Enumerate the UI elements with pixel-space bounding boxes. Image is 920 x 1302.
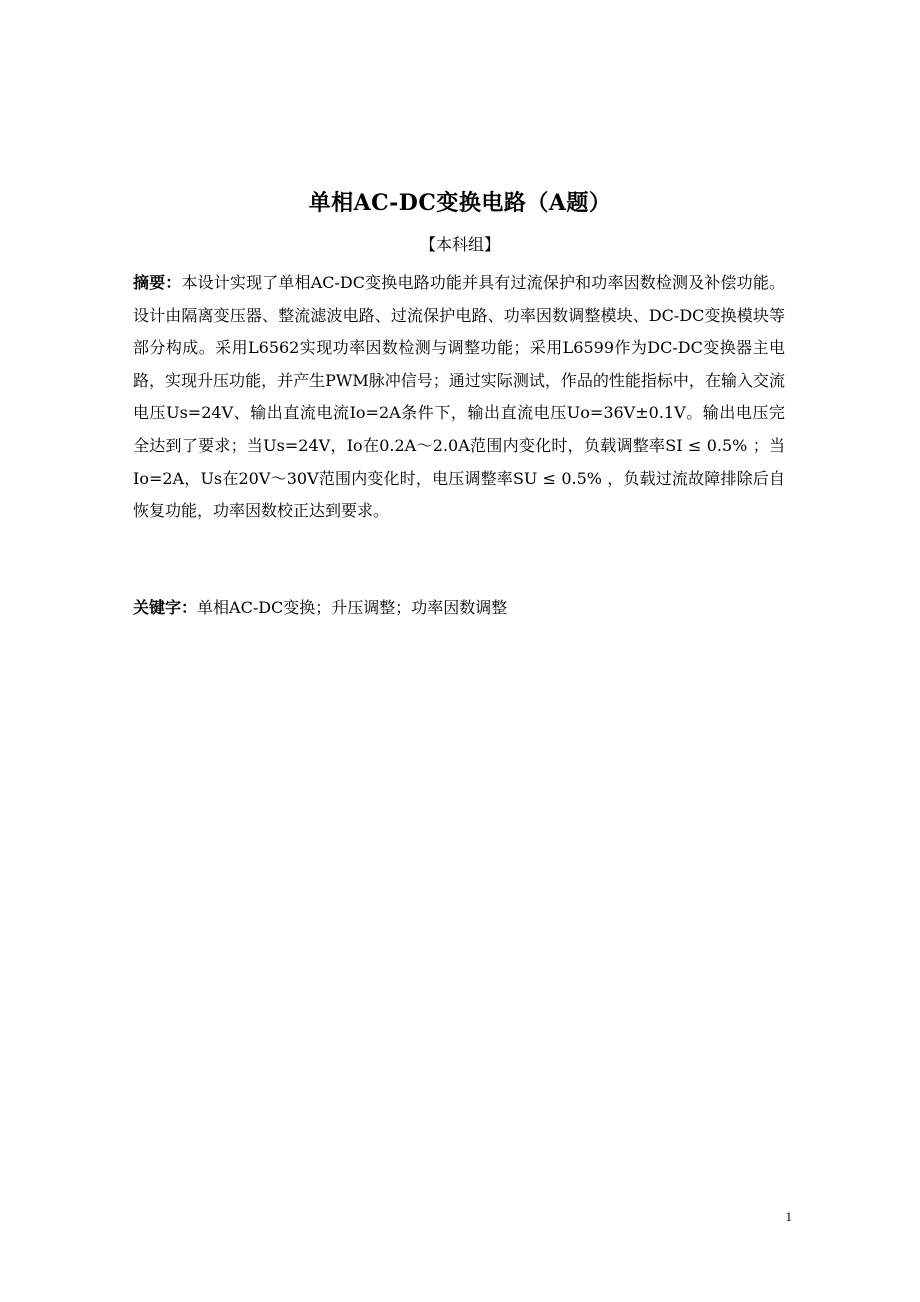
page-number: 1 (785, 1209, 792, 1224)
abstract-text: 本设计实现了单相AC-DC变换电路功能并具有过流保护和功率因数检测及补偿功能。设计由隔离变压器、整流滤波电路、过流保护电路、功率因数调整模块、DC-DC变换模块等部分构成。采用L6562实现功率因数检测与调整功能；采用L6599作为DC-DC变换器主电路，实现升压功能，并产生PWM脉冲信号；通过实际测试，作品的性能指标中，在输入交流电压Us=24V、输出直流电流Io=2A条件下，输出直流电压Uo=36V±0.1V。输出电压完全达到了要求；当Us=24V，Io在0.2A～2.0A范围内变化时，负载调整率SI ≤ 0.5% ；当Io=2A，Us在20V～30V范围内变化时，电压调整率SU ≤ 0.5% ，负载过流故障排除后自恢复功能，功率因数校正达到要求。 (133, 273, 785, 521)
abstract-label: 摘要： (133, 273, 182, 292)
keywords-paragraph (133, 592, 785, 624)
group-label: 【本科组】 (419, 235, 500, 254)
keywords-text: 单相AC-DC变换；升压调整；功率因数调整 (197, 598, 508, 617)
page-title: 单相AC-DC变换电路（A题） (308, 190, 612, 216)
abstract-paragraph (133, 267, 785, 528)
keywords-label: 关键字： (133, 598, 198, 617)
